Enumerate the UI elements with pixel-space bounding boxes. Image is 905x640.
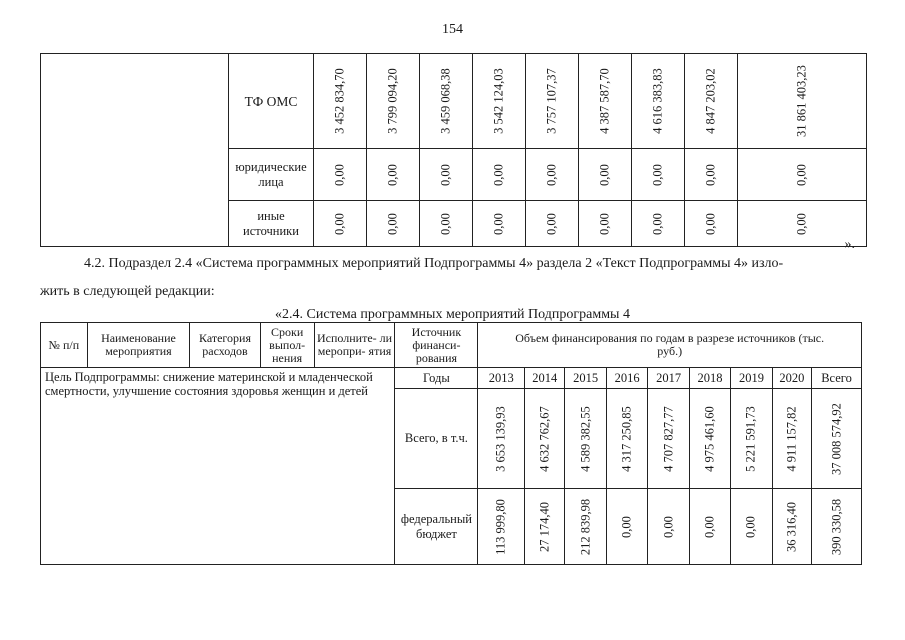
value-cell-text: 0,00	[491, 163, 506, 186]
total-cell-text: 31 861 403,23	[794, 65, 809, 137]
total-cell	[738, 149, 867, 201]
value-cell-text: 4 387 587,70	[597, 68, 612, 134]
value-cell-text: 0,00	[650, 163, 665, 186]
section-heading: «2.4. Система программных мероприятий Подпрограммы 4	[275, 307, 630, 322]
header-name: Наименование мероприятия	[87, 323, 190, 368]
value-cell-text: 3 452 834,70	[332, 68, 347, 134]
financing-table-continuation	[40, 53, 867, 247]
header-row	[41, 323, 862, 368]
funding-value-text: 4 707 827,77	[661, 405, 676, 472]
value-cell	[420, 201, 473, 247]
closing-quote: ».	[844, 237, 855, 252]
value-cell-text: 0,00	[385, 212, 400, 235]
value-cell-text: 0,00	[491, 212, 506, 235]
header-volume: Объем финансирования по годам в разрезе источников (тыс. руб.)	[478, 323, 862, 368]
source-label: юридические лица	[229, 149, 314, 201]
funding-value-text: 3 653 139,93	[493, 405, 508, 472]
funding-total	[812, 489, 862, 565]
total-cell	[738, 54, 867, 149]
funding-value-text: 4 632 762,67	[537, 405, 552, 472]
value-cell	[685, 54, 738, 149]
funding-value	[606, 489, 647, 565]
amendment-paragraph-line-2: жить в следующей редакции:	[40, 284, 215, 299]
funding-total-text: 390 330,58	[829, 498, 844, 555]
value-cell	[526, 149, 579, 201]
value-cell	[579, 149, 632, 201]
funding-value-text: 212 839,98	[578, 498, 593, 555]
value-cell-text: 0,00	[544, 212, 559, 235]
funding-value	[478, 489, 525, 565]
funding-value-text: 4 911 157,82	[784, 405, 799, 472]
year-total-label: Всего	[812, 368, 862, 389]
value-cell-text: 0,00	[438, 212, 453, 235]
value-cell	[473, 201, 526, 247]
value-cell-text: 0,00	[703, 163, 718, 186]
header-executor: Исполните- ли меропри- ятия	[314, 323, 395, 368]
year-cell: 2017	[648, 368, 689, 389]
funding-value-text: 4 975 461,60	[702, 405, 717, 472]
blank-cell	[41, 54, 229, 247]
funding-value	[525, 389, 565, 489]
total-cell-text: 0,00	[794, 163, 809, 186]
value-cell-text: 0,00	[385, 163, 400, 186]
funding-value	[648, 489, 689, 565]
header-source: Источник финанси- рования	[395, 323, 478, 368]
total-cell-text: 0,00	[794, 212, 809, 235]
value-cell-text: 3 542 124,03	[491, 68, 506, 134]
funding-value	[525, 489, 565, 565]
value-cell	[579, 54, 632, 149]
amendment-paragraph-line-1: 4.2. Подраздел 2.4 «Система программных мероприятий Подпрограммы 4» раздела 2 «Текст Подпрограммы 4» изло-	[84, 256, 784, 271]
funding-value-text: 27 174,40	[537, 501, 552, 552]
source-label: иные источники	[229, 201, 314, 247]
value-cell	[314, 54, 367, 149]
value-cell-text: 0,00	[332, 163, 347, 186]
value-cell-text: 3 459 068,38	[438, 68, 453, 134]
funding-value-text: 4 589 382,55	[578, 405, 593, 472]
value-cell	[314, 201, 367, 247]
value-cell	[685, 149, 738, 201]
funding-value	[731, 389, 772, 489]
value-cell-text: 0,00	[650, 212, 665, 235]
value-cell	[473, 54, 526, 149]
value-cell-text: 0,00	[544, 163, 559, 186]
value-cell	[314, 149, 367, 201]
value-cell-text: 0,00	[438, 163, 453, 186]
top-row	[41, 54, 867, 149]
year-cell: 2020	[772, 368, 811, 389]
funding-value-text: 0,00	[702, 515, 717, 538]
value-cell	[473, 149, 526, 201]
funding-value	[689, 389, 730, 489]
value-cell	[632, 149, 685, 201]
value-cell	[420, 149, 473, 201]
funding-value	[565, 489, 606, 565]
program-activities-table	[40, 322, 862, 565]
funding-value-text: 36 316,40	[784, 501, 799, 552]
value-cell-text: 0,00	[597, 163, 612, 186]
header-category: Категория расходов	[190, 323, 260, 368]
value-cell	[632, 54, 685, 149]
year-cell: 2016	[606, 368, 647, 389]
source-label: ТФ ОМС	[229, 54, 314, 149]
value-cell-text: 3 799 094,20	[385, 68, 400, 134]
funding-value-text: 5 221 591,73	[743, 405, 758, 472]
funding-value	[772, 489, 811, 565]
year-cell: 2018	[689, 368, 730, 389]
funding-value-text: 0,00	[743, 515, 758, 538]
value-cell-text: 3 757 107,37	[544, 68, 559, 134]
value-cell	[526, 201, 579, 247]
value-cell-text: 4 616 383,83	[650, 68, 665, 134]
header-terms: Сроки выпол- нения	[260, 323, 314, 368]
value-cell	[579, 201, 632, 247]
year-cell: 2019	[731, 368, 772, 389]
years-label: Годы	[395, 368, 478, 389]
program-goal: Цель Подпрограммы: снижение материнской и младенческой смертности, улучшение состояния здоровья женщин и детей	[41, 368, 395, 565]
value-cell	[420, 54, 473, 149]
funding-total-text: 37 008 574,92	[829, 402, 844, 475]
years-row	[41, 368, 862, 389]
funding-value	[478, 389, 525, 489]
funding-value	[689, 489, 730, 565]
funding-value	[565, 389, 606, 489]
value-cell-text: 0,00	[597, 212, 612, 235]
value-cell	[632, 201, 685, 247]
value-cell	[526, 54, 579, 149]
page-number: 154	[442, 22, 463, 37]
value-cell-text: 0,00	[703, 212, 718, 235]
funding-value	[606, 389, 647, 489]
funding-value	[648, 389, 689, 489]
value-cell	[367, 201, 420, 247]
value-cell	[685, 201, 738, 247]
value-cell	[367, 149, 420, 201]
funding-value-text: 0,00	[661, 515, 676, 538]
year-cell: 2015	[565, 368, 606, 389]
funding-value-text: 113 999,80	[493, 498, 508, 555]
year-cell: 2013	[478, 368, 525, 389]
year-cell: 2014	[525, 368, 565, 389]
funding-value-text: 0,00	[619, 515, 634, 538]
funding-value	[731, 489, 772, 565]
funding-total	[812, 389, 862, 489]
funding-value	[772, 389, 811, 489]
funding-value-text: 4 317 250,85	[619, 405, 634, 472]
value-cell-text: 0,00	[332, 212, 347, 235]
header-num: № п/п	[41, 323, 88, 368]
funding-source-label: федеральный бюджет	[395, 489, 478, 565]
value-cell-text: 4 847 203,02	[703, 68, 718, 134]
funding-source-label: Всего, в т.ч.	[395, 389, 478, 489]
value-cell	[367, 54, 420, 149]
